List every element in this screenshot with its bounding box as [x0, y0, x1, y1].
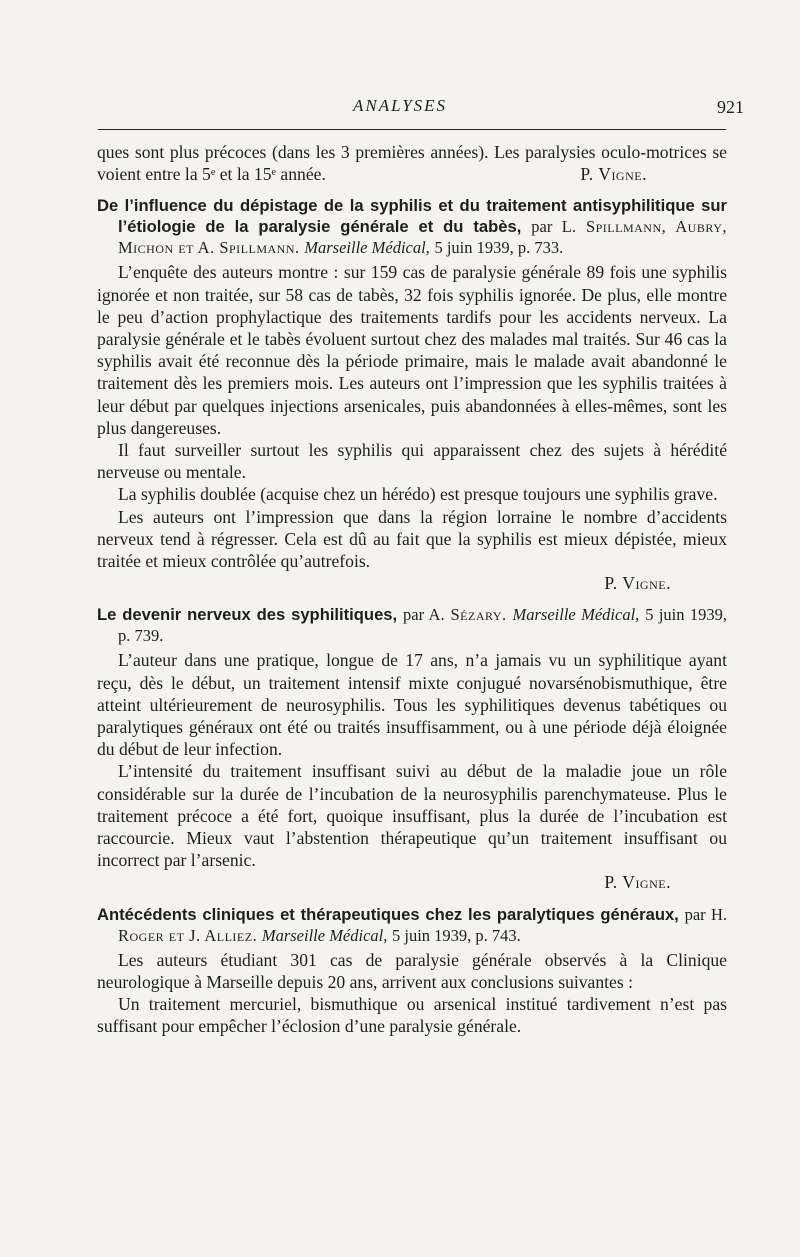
entry-1-journal: Marseille Médical, [304, 238, 430, 258]
entry-2-heading [97, 604, 727, 646]
entry-3-authors: Roger et J. Alliez. [118, 925, 258, 945]
entry-2-authors: Sézary. [450, 605, 507, 625]
running-head-title: ANALYSES [352, 96, 448, 115]
entry-2-title: Le devenir nerveux des syphilitiques, [97, 605, 398, 625]
entry-2-byline-prefix: par A. [403, 605, 445, 625]
entry-1-authors: Spillmann, Aubry, Michon et A. Spillmann. [118, 217, 727, 258]
entry-1-paragraph-3: La syphilis doublée (acquise chez un hérédo) est presque toujours une syphilis grave. [118, 484, 718, 505]
entry-1-citation: 5 juin 1939, p. 733. [434, 238, 564, 258]
entry-1-byline-prefix: par L. [531, 217, 576, 237]
entry-3-paragraph-2: Un traitement mercuriel, bismuthique ou arsenical institué tardivement n’est pas suffisant pour empêcher l’éclosion d’une paralysie générale. [97, 994, 727, 1037]
continuation-signature: P. Vigne. [580, 164, 647, 185]
entry-1-title: De l’influence du dépistage de la syphilis et du traitement antisyphilitique sur l’étiologie de la paralysie générale et du tabès, [97, 196, 727, 237]
entry-3-journal: Marseille Médical, [261, 925, 388, 945]
entry-1-signature: P. Vigne. [604, 573, 671, 594]
entry-1-paragraph-1: L’enquête des auteurs montre : sur 159 cas de paralysie générale 89 fois une syphilis ignorée et non traitée, sur 58 cas de tabès, 32 fois syphilis ignorée. De plus, elle montre le peu d’action prophylactique des traitements tardifs pour les accidents nerveux. La paralysie générale et le tabès évoluent surtout chez des malades mal traités. Sur 46 cas la syphilis avait été reconnue dès la période primaire, mais le malade avait abandonné le traitement dès les premiers mois. Les auteurs ont l’impression que les syphilis traitées à leur début par quelques injections arsenicales, puis abandonnées à elles-mêmes, sont les plus dangereuses. [97, 262, 727, 438]
entry-2-paragraph-2: L’intensité du traitement insuffisant suivi au début de la maladie joue un rôle considérable sur la durée de l’incubation de la neurosyphilis parenchymateuse. Plus le traitement précoce a été fort, quoique insuffisant, plus la durée de l’incubation est raccourcie. Mieux vaut l’abstention thérapeutique qu’un traitement insuffisant ou incorrect par l’arsenic. [97, 761, 727, 871]
entry-3-heading [97, 904, 727, 946]
entry-2-paragraph-1: L’auteur dans une pratique, longue de 17 ans, n’a jamais vu un syphilitique ayant reçu, dès le début, un traitement intensif mixte conjugué novarsénobismuthique, être atteint ultérieurement de neurosyphilis. Tous les syphilitiques devenus tabétiques ou paralytiques généraux ont été ou traités insuffisamment, ou à une période déjà éloignée du début de leur infection. [97, 650, 727, 760]
page-number: 921 [717, 97, 744, 117]
entry-2-journal: Marseille Médical, [512, 605, 640, 625]
entry-3-citation: 5 juin 1939, p. 743. [392, 925, 521, 945]
entry-3-byline-prefix: par H. [684, 904, 727, 924]
entry-2-citation: 5 juin 1939, p. 739. [118, 605, 727, 646]
entry-3-title: Antécédents cliniques et thérapeutiques chez les paralytiques généraux, [97, 904, 679, 924]
continuation-paragraph [97, 141, 727, 185]
entry-1-paragraph-2: Il faut surveiller surtout les syphilis qui apparaissent chez des sujets à hérédité nerveuse ou mentale. [97, 440, 727, 483]
entry-2-signature: P. Vigne. [604, 872, 671, 893]
continuation-text: ques sont plus précoces (dans les 3 premières années). Les paralysies oculo-motrices se voient entre la 5ᵉ et la 15ᵉ année. [97, 142, 727, 185]
entry-3-paragraph-1: Les auteurs étudiant 301 cas de paralysie générale observés à la Clinique neurologique à Marseille depuis 20 ans, arrivent aux conclusions suivantes : [97, 949, 727, 992]
header-rule [98, 129, 726, 130]
entry-1-heading [97, 195, 727, 258]
article-column [97, 141, 727, 1038]
entry-1-paragraph-4: Les auteurs ont l’impression que dans la région lorraine le nombre d’accidents nerveux tend à régresser. Cela est dû au fait que la syphilis est mieux dépistée, mieux traitée et mieux contrôlée qu’autrefois. [97, 506, 727, 572]
